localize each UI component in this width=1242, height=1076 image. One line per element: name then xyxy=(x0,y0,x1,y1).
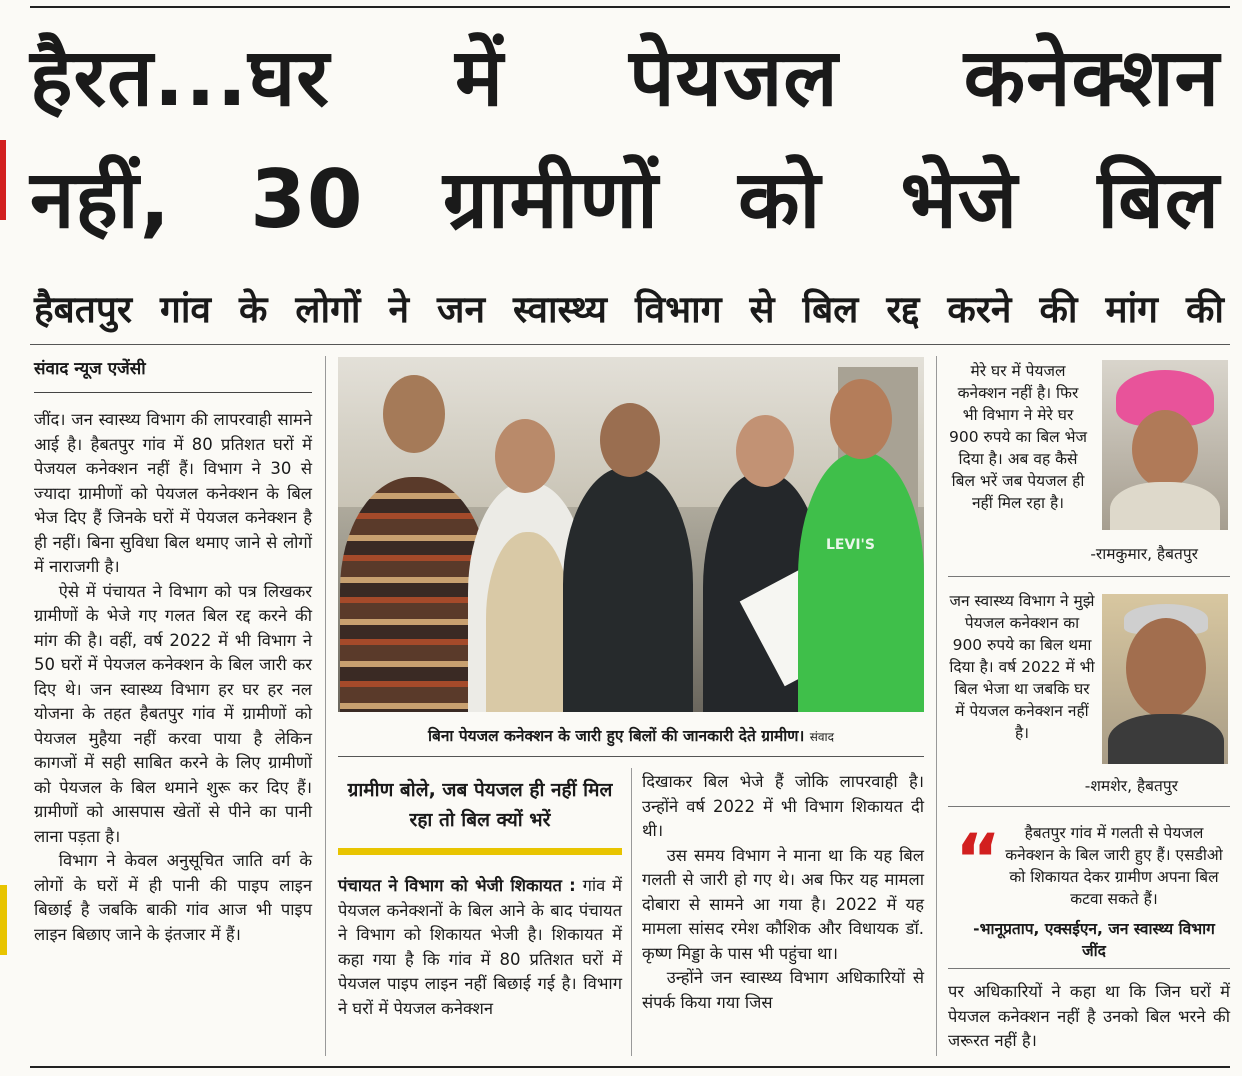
column-divider-1 xyxy=(325,356,326,1056)
photo-head-5 xyxy=(830,379,892,459)
quote-2-author: -शमशेर, हैबतपुर xyxy=(1084,777,1178,795)
middle-column-text xyxy=(338,874,622,1021)
headline-line-2: नहीं, 30 ग्रामीणों को भेजे बिल xyxy=(30,153,1220,246)
photo-credit: संवाद xyxy=(809,730,835,744)
photo-head-3 xyxy=(600,403,660,477)
quote-2-text: जन स्वास्थ्य विभाग ने मुझे पेयजल कनेक्शन का 900 रुपये का बिल थमा दिया है। वर्ष 2022 में भी बिल भेजा था जबकि घर में पेयजल कनेक्शन नहीं है। xyxy=(949,592,1095,742)
right-text-column xyxy=(642,770,924,1015)
far-right-text xyxy=(948,980,1230,1054)
photo-person-3 xyxy=(563,467,693,712)
shirt-shape-2 xyxy=(1108,714,1224,764)
caption-rule xyxy=(338,756,924,757)
box-title: ग्रामीण बोले, जब पेयजल ही नहीं मिल रहा तो बिल क्यों भरें xyxy=(347,779,613,831)
left-edge-red-mark xyxy=(0,140,6,220)
quote-2 xyxy=(948,590,1096,744)
photo-caption xyxy=(338,724,924,746)
quote-3 xyxy=(1000,822,1228,910)
quote-1-text: मेरे घर में पेयजल कनेक्शन नहीं है। फिर भी विभाग ने मेरे घर 900 रुपये का बिल भेज दिया है। अब वह कैसे बिल भरें जब पेयजल ही नहीं मिल रहा है। xyxy=(948,362,1088,512)
quote-2-photo xyxy=(1102,594,1228,764)
right-para-1: दिखाकर बिल भेजे हैं जोकि लापरवाही है। उन्होंने वर्ष 2022 में भी विभाग शिकायत दी थी। xyxy=(642,772,924,840)
left-column-text xyxy=(34,408,312,947)
quote-1-author: -रामकुमार, हैबतपुर xyxy=(1090,545,1198,563)
quote-3-text: हैबतपुर गांव में गलती से पेयजल कनेक्शन के बिल जारी हुए हैं। एसडीओ को शिकायत देकर ग्रामीण अपना बिल कटवा सकते हैं। xyxy=(1005,824,1223,908)
shirt-shape-1 xyxy=(1110,482,1220,530)
byline-rule xyxy=(34,392,312,393)
middle-para-1 xyxy=(338,874,622,1021)
quote-rule-1 xyxy=(948,576,1230,577)
headline-line-1: हैरत...घर में पेयजल कनेक्शन xyxy=(30,31,1220,124)
photo-person-5 xyxy=(798,452,924,712)
face-shape-2 xyxy=(1126,618,1206,718)
byline: संवाद न्यूज एजेंसी xyxy=(34,359,146,379)
quote-1-photo xyxy=(1102,360,1228,530)
subhead-rule xyxy=(30,344,1230,345)
middle-para-1-body: गांव में पेयजल कनेक्शनों के बिल आने के बाद पंचायत ने विभाग को शिकायत भेजी है। शिकायत में कहा गया है कि गांव में 80 प्रतिशत घरों में पेयजल पाइप लाइन नहीं बिछाई गई है। विभाग ने घरों में पेयजल कनेक्शन xyxy=(338,876,623,1018)
photo-caption-text: बिना पेयजल कनेक्शन के जारी हुए बिलों की जानकारी देते ग्रामीण। xyxy=(427,727,805,745)
column-divider-2 xyxy=(631,768,632,1056)
photo-head-4 xyxy=(736,415,794,487)
column-divider-3 xyxy=(936,356,937,1056)
right-para-3: उन्होंने जन स्वास्थ्य विभाग अधिकारियों से संपर्क किया गया जिस xyxy=(642,968,924,1012)
bottom-rule xyxy=(30,1066,1230,1068)
quote-3-author: -भानूप्रताप, एक्सईएन, जन स्वास्थ्य विभाग जींद xyxy=(973,920,1215,960)
top-rule xyxy=(30,6,1230,8)
photo-shirt-text: LEVI'S xyxy=(826,537,875,553)
left-edge-yellow-mark xyxy=(0,885,7,955)
main-photo xyxy=(338,357,924,712)
photo-head-2 xyxy=(495,419,555,493)
photo-head-1 xyxy=(383,375,445,453)
left-para-3: विभाग ने केवल अनुसूचित जाति वर्ग के लोगों के घरों में ही पानी की पाइप लाइन बिछाई है जबकि बाकी गांव आज भी पाइप लाइन बिछाए जाने के इंतजार में हैं। xyxy=(34,851,312,944)
photo-vest-2 xyxy=(486,532,570,712)
quote-rule-3 xyxy=(948,968,1230,969)
left-para-2: ऐसे में पंचायत ने विभाग को पत्र लिखकर ग्रामीणों के भेजे गए गलत बिल रद्द करने की मांग की है। वहीं, वर्ष 2022 में भी विभाग ने 50 घरों में पेयजल कनेक्शन के बिल जारी कर दिए थे। जन स्वास्थ्य विभाग हर घर हर नल योजना के तहत हैबतपुर गांव में ग्रामीणों को पेयजल मुहैया नहीं करवा पाया है लेकिन कागजों में सही साबित करने के लिए ग्रामीणों को पेयजल के बिल थमाने शुरू कर दिए हैं। ग्रामीणों को आसपास खेतों से पीने का पानी लाना पड़ता है। xyxy=(34,581,312,846)
far-right-para: पर अधिकारियों ने कहा था कि जिन घरों में पेयजल कनेक्शन नहीं है उनको बिल भरने की जरूरत नहीं है। xyxy=(948,982,1230,1050)
subheadline: हैबतपुर गांव के लोगों ने जन स्वास्थ्य विभाग से बिल रद्द करने की मांग की xyxy=(34,288,1224,331)
middle-lead: पंचायत ने विभाग को भेजी शिकायत : xyxy=(338,876,576,895)
quote-3-mark: “ xyxy=(955,819,1002,901)
right-para-2: उस समय विभाग ने माना था कि यह बिल गलती से जारी हो गए थे। अब फिर यह मामला दोबारा से सामने आ गया है। 2022 में यह मामला सांसद रमेश कौशिक और विधायक डॉ. कृष्ण मिड्डा के पास भी पहुंचा था। xyxy=(642,845,924,963)
quote-rule-2 xyxy=(948,806,1230,807)
quote-1 xyxy=(948,360,1088,514)
face-shape-1 xyxy=(1132,410,1198,488)
box-yellow-bar xyxy=(338,848,622,855)
left-para-1: जींद। जन स्वास्थ्य विभाग की लापरवाही सामने आई है। हैबतपुर गांव में 80 प्रतिशत घरों में पेजयल कनेक्शन नहीं हैं। विभाग ने 30 से ज्यादा ग्रामीणों को पेयजल कनेक्शन के बिल भेज दिए हैं जिनके घरों में पेयजल कनेक्शन है ही नहीं। बिना सुविधा बिल थमाए जाने से लोगों में नाराजगी है। xyxy=(34,410,312,576)
